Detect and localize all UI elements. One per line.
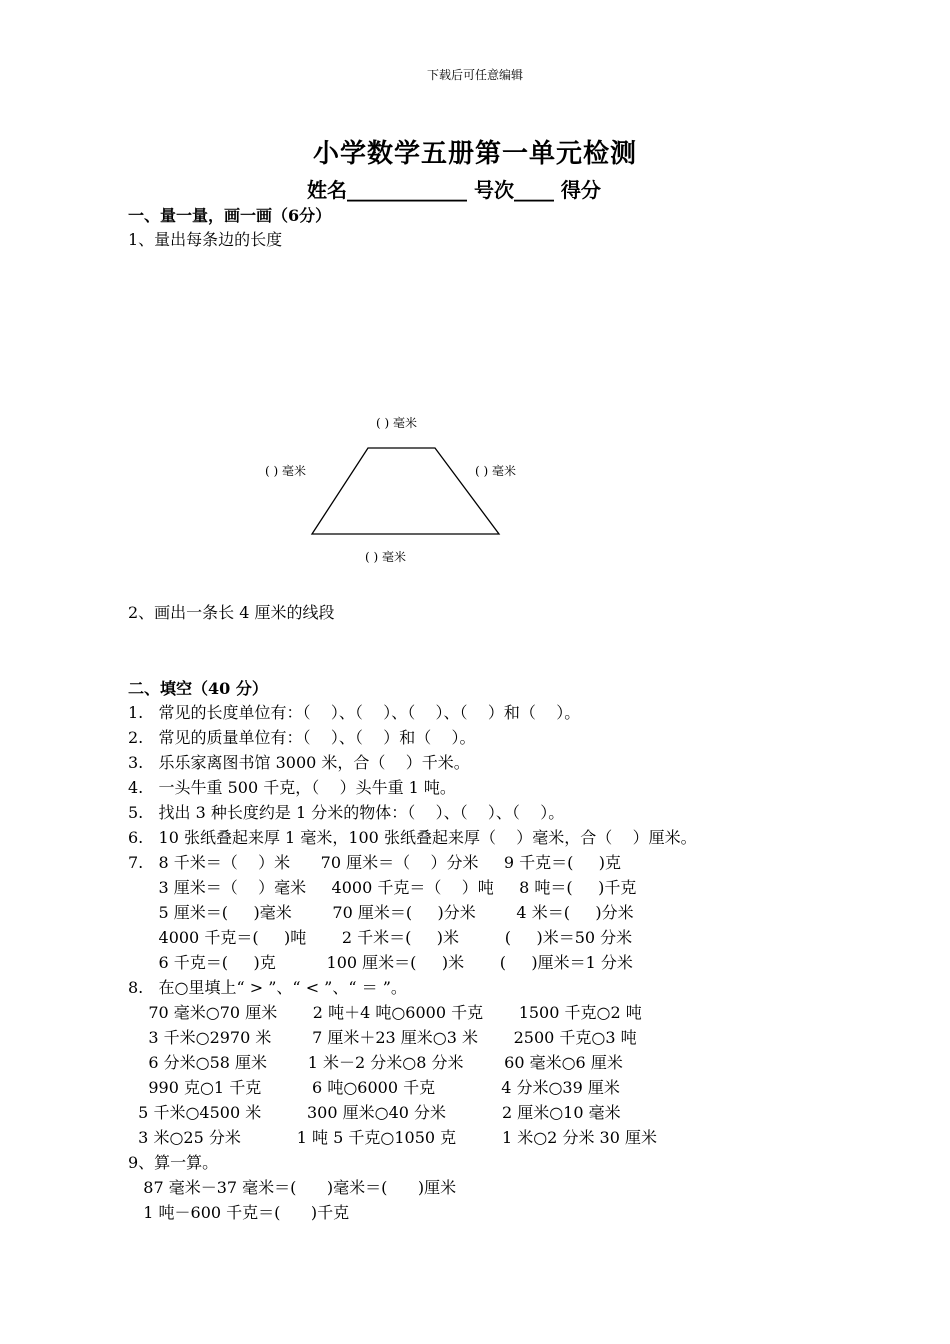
calc-line: 1 吨－600 千克＝( )千克	[128, 1203, 350, 1222]
compare-line: 990 克○1 千克 6 吨○6000 千克 4 分米○39 厘米	[128, 1078, 620, 1097]
fill-line: 7. 8 千米＝（ ）米 70 厘米＝（ ）分米 9 千克＝( )克	[128, 853, 622, 872]
page-title: 小学数学五册第一单元检测	[312, 139, 637, 169]
compare-line: 3 米○25 分米 1 吨 5 千克○1050 克 1 米○2 分米 30 厘米	[128, 1128, 657, 1147]
compare-line: 5 千米○4500 米 300 厘米○40 分米 2 厘米○10 毫米	[128, 1103, 621, 1122]
trapezoid-figure	[250, 410, 550, 570]
fill-line: 3. 乐乐家离图书馆 3000 米，合（ ）千米。	[128, 753, 470, 772]
fill-line: 6. 10 张纸叠起来厚 1 毫米，100 张纸叠起来厚（ ）毫米，合（ ）厘米。	[128, 828, 697, 847]
section1-heading: 一、量一量，画一画（6分）	[128, 206, 332, 225]
section1-q2: 2、画出一条长 4 厘米的线段	[128, 603, 335, 622]
label-left: ( ) 毫米	[265, 464, 306, 478]
trapezoid-shape	[312, 448, 499, 534]
calc-line: 87 毫米－37 毫米＝( )毫米＝( )厘米	[128, 1178, 457, 1197]
fill-line: 1. 常见的长度单位有：（ ）、（ ）、（ ）、（ ）和（ ）。	[128, 703, 581, 722]
fill-line: 6 千克＝( )克 100 厘米＝( )米 ( )厘米＝1 分米	[128, 953, 633, 972]
fill-line: 5. 找出 3 种长度约是 1 分米的物体：（ ）、（ ）、（ ）。	[128, 803, 565, 822]
section2-heading: 二、填空（40 分）	[128, 679, 268, 698]
label-top: ( ) 毫米	[376, 416, 417, 430]
fill-line: 4000 千克＝( )吨 2 千米＝( )米 ( )米＝50 分米	[128, 928, 633, 947]
section1-q1: 1、量出每条边的长度	[128, 230, 283, 249]
compare-heading: 8. 在○里填上“ > ”、“ < ”、“ ＝ ”。	[128, 978, 407, 997]
calc-heading: 9、算一算。	[128, 1153, 219, 1172]
fill-line: 5 厘米＝( )毫米 70 厘米＝( )分米 4 米＝( )分米	[128, 903, 634, 922]
label-right: ( ) 毫米	[475, 464, 516, 478]
fill-line: 3 厘米＝（ ）毫米 4000 千克＝（ ）吨 8 吨＝( )千克	[128, 878, 637, 897]
fill-line: 4. 一头牛重 500 千克，（ ）头牛重 1 吨。	[128, 778, 456, 797]
label-bottom: ( ) 毫米	[365, 550, 406, 564]
compare-line: 3 千米○2970 米 7 厘米＋23 厘米○3 米 2500 千克○3 吨	[128, 1028, 637, 1047]
compare-line: 6 分米○58 厘米 1 米－2 分米○8 分米 60 毫米○6 厘米	[128, 1053, 623, 1072]
header-note: 下载后可任意编辑	[426, 68, 523, 82]
compare-line: 70 毫米○70 厘米 2 吨＋4 吨○6000 千克 1500 千克○2 吨	[128, 1003, 642, 1022]
student-info-line: 姓名____________ 号次____ 得分	[307, 178, 601, 202]
fill-line: 2. 常见的质量单位有：（ ）、（ ）和（ ）。	[128, 728, 476, 747]
